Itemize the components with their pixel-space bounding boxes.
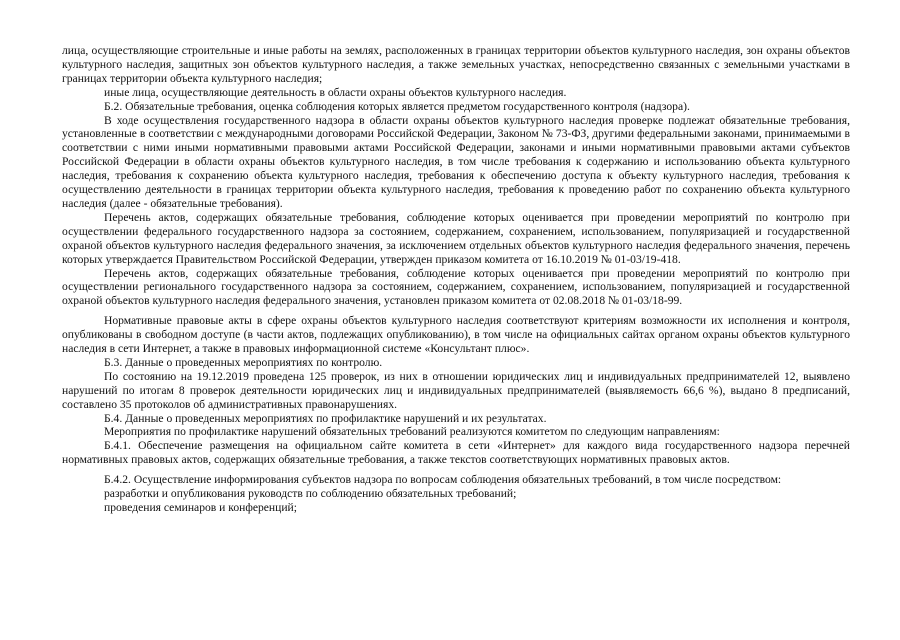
section-b2-heading: Б.2. Обязательные требования, оценка соблюдения которых является предметом государственного контроля (надзора). xyxy=(104,99,690,113)
paragraph-other-persons: иные лица, осуществляющие деятельность в области охраны объектов культурного наследия. xyxy=(104,85,567,99)
list-item-guides: разработки и опубликования руководств по соблюдению обязательных требований; xyxy=(104,487,517,501)
paragraph-federal-acts-list: Перечень актов, содержащих обязательные требования, соблюдение которых оценивается при проведении мероприятий по контролю при осуществлении федерального государственного надзора за состоянием, содержанием, сохранением, использованием, популяризацией и государственной охраной объектов культурного наследия федерального значения, за исключением отдельных объектов культурного наследия федерального значения, перечень которых утверждается Правительством Российской Федерации, утвержден приказом комитета от 16.10.2019 № 01-03/19-418. xyxy=(62,210,850,266)
section-b3-heading: Б.3. Данные о проведенных мероприятиях по контролю. xyxy=(104,355,383,369)
paragraph-persons-construction: лица, осуществляющие строительные и иные работы на землях, расположенных в границах территории объектов культурного наследия, зон охраны объектов культурного наследия, защитных зон объектов культурного наследия, а также земельных участках, непосредственно связанных с земельными участками в границах территории объекта культурного наследия; xyxy=(62,44,850,85)
paragraph-mandatory-requirements: В ходе осуществления государственного надзора в области охраны объектов культурного наследия проверке подлежат обязательные требования, установленные в соответствии с международными договорами Российской Федерации, Законом № 73-ФЗ, другими федеральными законами, принимаемыми в соответствии с ними иными нормативными правовыми актами Российской Федерации, законами и иными нормативными правовыми актами субъектов Российской Федерации в области охраны объектов культурного наследия, в том числе требования к содержанию и использованию объекта культурного наследия, требования к сохранению объекта культурного наследия, требования к обеспечению доступа к объекту культурного наследия, требования к осуществлению деятельности в границах территории объекта культурного наследия, требования к проведению работ по сохранению объекта культурного наследия (далее - обязательные требования). xyxy=(62,113,850,210)
list-item-seminars: проведения семинаров и конференций; xyxy=(104,501,297,514)
section-b42-item: Б.4.2. Осуществление информирования субъектов надзора по вопросам соблюдения обязательных требований, в том числе посредством: xyxy=(104,473,782,487)
paragraph-normative-acts: Нормативные правовые акты в сфере охраны объектов культурного наследия соответствуют критериям возможности их исполнения и контроля, опубликованы в свободном доступе (в части актов, подлежащих опубликованию), в том числе на официальных сайтах органом охраны объектов культурного наследия в сети Интернет, а также в правовых информационной системе «Консультант плюс». xyxy=(62,314,850,356)
paragraph-prevention-directions: Мероприятия по профилактике нарушений обязательных требований реализуются комитетом по следующим направлениям: xyxy=(104,425,720,439)
paragraph-inspections-stats: По состоянию на 19.12.2019 проведена 125 проверок, из них в отношении юридических лиц и индивидуальных предпринимателей 12, выявлено нарушений по итогам 8 проверок деятельности юридических лиц и индивидуальных предпринимателей (выявляемость 66,6 %), выдано 8 предписаний, составлено 35 протоколов об административных правонарушениях. xyxy=(62,369,850,411)
section-b41-item: Б.4.1. Обеспечение размещения на официальном сайте комитета в сети «Интернет» для каждого вида государственного надзора перечней нормативных правовых актов, содержащих обязательные требования, а также текстов соответствующих нормативных правовых актов. xyxy=(62,439,850,467)
section-b4-heading: Б.4. Данные о проведенных мероприятиях по профилактике нарушений и их результатах. xyxy=(104,411,547,425)
paragraph-regional-acts-list: Перечень актов, содержащих обязательные требования, соблюдение которых оценивается при проведении мероприятий по контролю при осуществлении регионального государственного надзора за состоянием, содержанием, сохранением, использованием, популяризацией и государственной охраной объектов культурного наследия федерального значения, установлен приказом комитета от 02.08.2018 № 01-03/18-99. xyxy=(62,266,850,308)
